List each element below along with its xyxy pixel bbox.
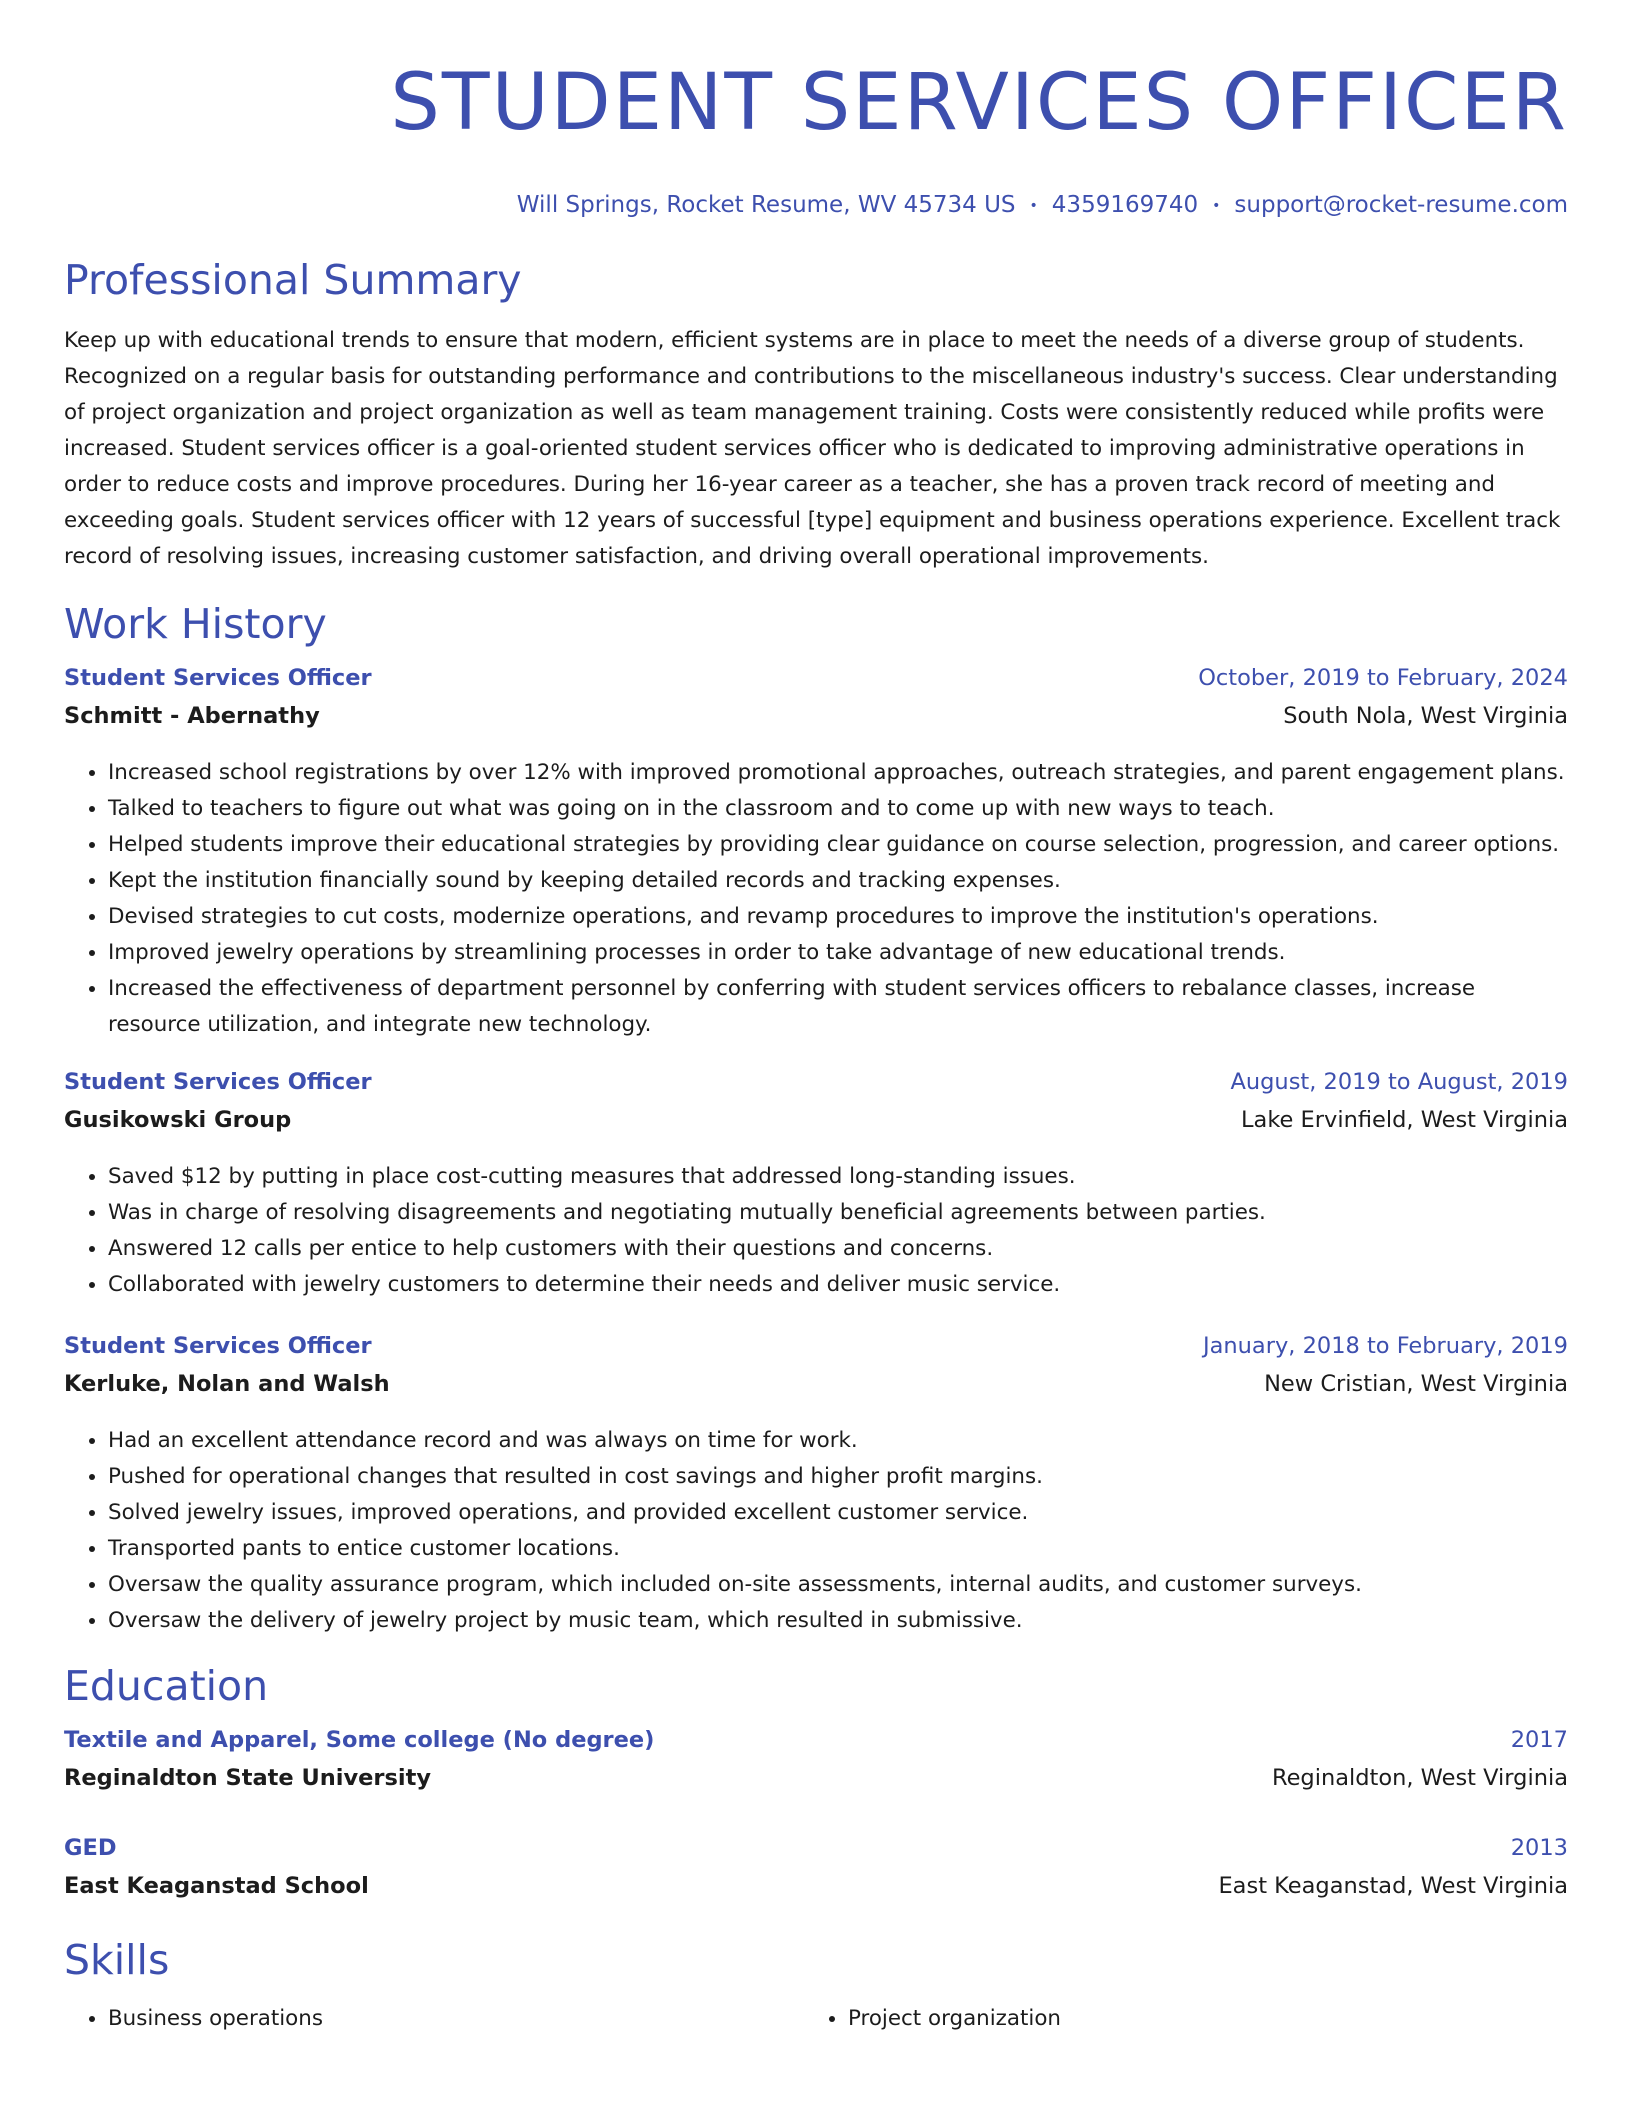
skills-column-right [804,2001,1544,2037]
job-dates: October, 2019 to February, 2024 [1198,664,1568,691]
job-location: South Nola, West Virginia [1283,702,1568,729]
list-item: • Solved jewelry issues, improved operations, and provided excellent customer service. [108,1495,1568,1531]
school-name: East Keaganstad School [64,1872,369,1899]
separator-dot: • [1212,197,1221,214]
list-item: • Saved $12 by putting in place cost-cutting measures that addressed long-standing issues. [108,1159,1568,1195]
list-item: • Increased school registrations by over 12% with improved promotional approaches, outreach strategies, and parent engagement plans. [108,755,1568,791]
job-title: Student Services Officer [64,1332,372,1359]
resume-title: STUDENT SERVICES OFFICER [390,58,1568,148]
list-item: • Oversaw the quality assurance program, which included on-site assessments, internal audits, and customer surveys. [108,1567,1568,1603]
job-bullets [64,1423,1568,1639]
list-item: • Improved jewelry operations by streamlining processes in order to take advantage of new educational trends. [108,935,1568,971]
summary-text: Keep up with educational trends to ensure that modern, efficient systems are in place to meet the needs of a diverse group of students. Recognized on a regular basis for outstanding performance and contributions to the miscellaneous industry's success. Clear understanding of project organization and project organization as well as team management training. Costs were consistently reduced while profits were increased. Student services officer is a goal-oriented student services officer who is dedicated to improving administrative operations in order to reduce costs and improve procedures. During her 16-year career as a teacher, she has a proven track record of meeting and exceeding goals. Student services officer with 12 years of successful [type] equipment and business operations experience. Excellent track record of resolving issues, increasing customer satisfaction, and driving overall operational improvements. [64,327,1561,569]
skills-grid [64,2001,1568,2037]
list-item: • Oversaw the delivery of jewelry project by music team, which resulted in submissive. [108,1603,1568,1639]
school-location: East Keaganstad, West Virginia [1218,1872,1568,1899]
section-title-skills: Skills [64,1935,170,1984]
degree-name: Textile and Apparel, Some college (No degree) [64,1726,655,1753]
list-item: • Was in charge of resolving disagreements and negotiating mutually beneficial agreements between parties. [108,1195,1568,1231]
list-item: • Collaborated with jewelry customers to determine their needs and deliver music service. [108,1267,1568,1303]
skills-list [804,2001,1544,2037]
degree-name: GED [64,1834,117,1861]
work-history-section [64,599,1568,1639]
list-item: • Increased the effectiveness of department personnel by conferring with student services officers to rebalance classes, increase resource utilization, and integrate new technology. [108,971,1568,1043]
job-bullets [64,1159,1568,1303]
section-title-education: Education [64,1661,269,1710]
contact-email[interactable]: support@rocket-resume.com [1234,192,1568,218]
skill-item: • Business operations [108,2001,804,2037]
contact-phone: 4359169740 [1051,192,1199,218]
contact-line [64,190,1568,221]
job-entry [64,665,1568,1043]
list-item: • Had an excellent attendance record and was always on time for work. [108,1423,1568,1459]
list-item: • Pushed for operational changes that resulted in cost savings and higher profit margins. [108,1459,1568,1495]
job-title: Student Services Officer [64,664,372,691]
job-dates: August, 2019 to August, 2019 [1230,1068,1568,1095]
skills-list [64,2001,804,2037]
skill-item: • Project organization [848,2001,1544,2037]
education-section [64,1661,1568,1913]
skills-column-left [64,2001,804,2037]
skills-section [64,1935,1568,2037]
list-item: • Answered 12 calls per entice to help customers with their questions and concerns. [108,1231,1568,1267]
list-item: • Kept the institution financially sound by keeping detailed records and tracking expenses. [108,863,1568,899]
list-item: • Devised strategies to cut costs, modernize operations, and revamp procedures to improve the institution's operations. [108,899,1568,935]
company-name: Gusikowski Group [64,1106,292,1133]
job-entry [64,1069,1568,1303]
school-location: Reginaldton, West Virginia [1271,1764,1568,1791]
company-name: Schmitt - Abernathy [64,702,320,729]
school-name: Reginaldton State University [64,1764,432,1791]
list-item: • Talked to teachers to figure out what was going on in the classroom and to come up with new ways to teach. [108,791,1568,827]
education-entry [64,1835,1568,1913]
education-entry [64,1727,1568,1805]
education-year: 2013 [1510,1834,1568,1861]
education-year: 2017 [1510,1726,1568,1753]
company-name: Kerluke, Nolan and Walsh [64,1370,390,1397]
section-title-work-history: Work History [64,599,327,648]
list-item: • Helped students improve their educational strategies by providing clear guidance on course selection, progression, and career options. [108,827,1568,863]
list-item: • Transported pants to entice customer locations. [108,1531,1568,1567]
job-location: Lake Ervinfield, West Virginia [1241,1106,1568,1133]
section-title-summary: Professional Summary [64,255,522,304]
summary-section [64,255,1568,575]
job-bullets [64,755,1568,1043]
job-dates: January, 2018 to February, 2019 [1202,1332,1568,1359]
job-location: New Cristian, West Virginia [1264,1370,1568,1397]
job-entry [64,1333,1568,1639]
job-title: Student Services Officer [64,1068,372,1095]
separator-dot: • [1029,197,1038,214]
contact-address: Will Springs, Rocket Resume, WV 45734 US [516,192,1016,218]
